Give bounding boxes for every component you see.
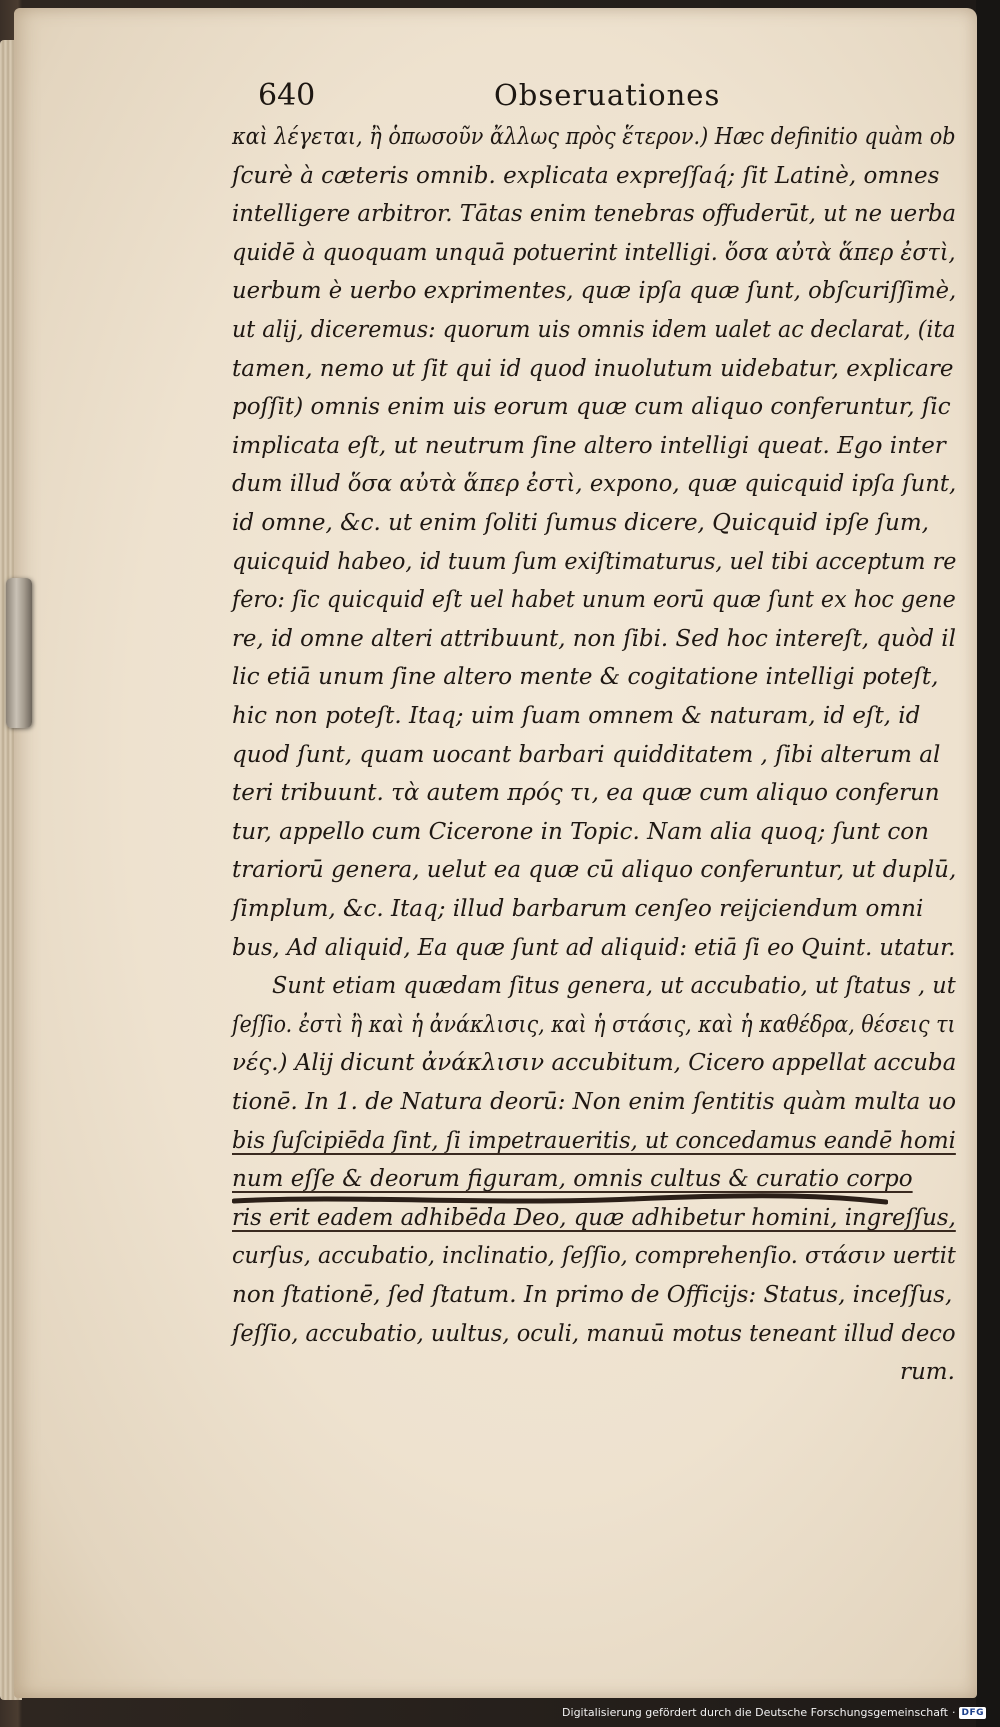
text-line: ſcurè à cæteris omnib. explicata expreſſaq́; ſit Latinè, omnes <box>232 162 940 189</box>
text-line: trariorū genera, uelut ea quæ cū aliquo conferuntur, ut duplū, <box>232 857 957 884</box>
page-number: 640 <box>258 78 316 113</box>
text-line: quidē à quoquam unquā potuerint intelligi. ὅσα αὐτὰ ἅπερ ἐστὶ, <box>232 239 956 266</box>
digitization-footer: Digitalisierung gefördert durch die Deutsche Forschungsgemeinschaft · DFG <box>562 1706 984 1719</box>
text-line: non ſtationē, ſed ſtatum. In primo de Officijs: Status, inceſſus, <box>232 1282 953 1308</box>
book-clasp <box>6 578 32 728</box>
text-line: tur, appello cum Cicerone in Topic. Nam alia quoq; ſunt con <box>232 818 929 845</box>
text-line: hic non poteſt. Itaq; uim ſuam omnem & naturam, id eſt, id <box>232 703 921 729</box>
text-line: tamen, nemo ut ſit qui id quod inuolutum uidebatur, explicare <box>232 355 954 382</box>
text-line: lic etiā unum ſine altero mente & cogitatione intelligi poteſt, <box>232 664 939 691</box>
text-line: uerbum è uerbo exprimentes, quæ ipſa quæ ſunt, obſcuriſſimè, <box>232 278 957 305</box>
text-line: ris erit eadem adhibēda Deo, quæ adhibetur homini, ingreſſus, <box>232 1204 956 1231</box>
text-line: bis ſuſcipiēda ſint, ſi impetraueritis, ut concedamus eandē homi <box>232 1127 956 1154</box>
text-line: ſeſſio. ἐστὶ ἢ καὶ ἡ ἀνάκλισις, καὶ ἡ στάσις, καὶ ἡ καθέδρα, θέσεις τι <box>232 1011 956 1038</box>
running-head: Obseruationes <box>494 78 721 112</box>
text-line: num eſſe & deorum figuram, omnis cultus & curatio corpo <box>232 1166 913 1193</box>
text-line: ſeſſio, accubatio, uultus, oculi, manuū motus teneant illud deco <box>232 1320 956 1347</box>
text-line: fero: ſic quicquid eſt uel habet unum eorū quæ ſunt ex hoc gene <box>232 587 956 614</box>
ink-underline-stroke <box>232 1193 888 1207</box>
text-line: curſus, accubatio, inclinatio, ſeſſio, comprehenſio. στάσιν uertit <box>232 1243 956 1270</box>
scan-background <box>976 0 1000 1727</box>
text-line: teri tribuunt. τὰ autem πρός τι, ea quæ cum aliquo conferun <box>232 780 940 807</box>
text-line: poſſit) omnis enim uis eorum quæ cum aliquo conferuntur, ſic <box>232 394 951 421</box>
text-line: re, id omne alteri attribuunt, non ſibi. Sed hoc intereſt, quòd il <box>232 625 956 652</box>
text-line: dum illud ὅσα αὐτὰ ἅπερ ἐστὶ, expono, quæ quicquid ipſa ſunt, <box>232 471 957 498</box>
text-line: ſimplum, &c. Itaq; illud barbarum cenſeo reijciendum omni <box>232 896 924 922</box>
text-line: intelligere arbitror. Tātas enim tenebras offuderūt, ut ne uerba <box>232 201 957 228</box>
text-line: νές.) Alij dicunt ἀνάκλισιν accubitum, Cicero appellat accuba <box>232 1050 957 1077</box>
text-line: quod ſunt, quam uocant barbari quidditatem , ſibi alterum al <box>232 741 941 768</box>
text-line: ut alij, diceremus: quorum uis omnis idem ualet ac declarat, (ita <box>232 317 956 343</box>
footer-credit: Digitalisierung gefördert durch die Deutsche Forschungsgemeinschaft <box>562 1706 948 1719</box>
text-line: καὶ λέγεται, ἢ ὁπωσοῦν ἄλλως πρὸς ἕτερον.) Hæc definitio quàm ob <box>232 124 956 150</box>
text-line: id omne, &c. ut enim ſoliti ſumus dicere, Quicquid ipſe ſum, <box>232 510 929 536</box>
catchword: rum. <box>900 1359 955 1386</box>
page-header <box>258 78 818 122</box>
text-line: quicquid habeo, id tuum ſum exiſtimaturus, uel tibi acceptum re <box>232 548 957 575</box>
text-line: tionē. In 1. de Natura deorū: Non enim ſentitis quàm multa uo <box>232 1089 957 1115</box>
text-line: implicata eſt, ut neutrum ſine altero intelligi queat. Ego inter <box>232 432 946 459</box>
text-line: Sunt etiam quædam ſitus genera, ut accubatio, ut ſtatus , ut <box>272 973 956 1000</box>
text-line: bus, Ad aliquid, Ea quæ ſunt ad aliquid: etiā ſi eo Quint. utatur. <box>232 934 956 961</box>
dfg-logo: DFG <box>961 1707 984 1718</box>
